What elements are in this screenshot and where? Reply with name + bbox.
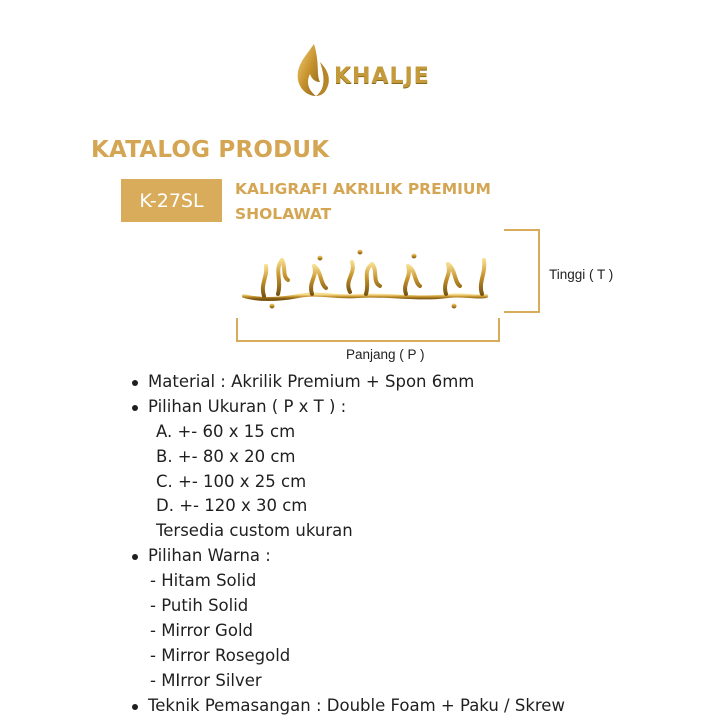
size-option: C. +- 100 x 25 cm (156, 471, 307, 491)
calligraphy-image (238, 236, 490, 312)
flame-emblem-icon (290, 40, 338, 100)
length-bracket (236, 318, 500, 342)
color-option: - Mirror Rosegold (150, 645, 291, 665)
size-option: A. +- 60 x 15 cm (156, 421, 296, 441)
product-name-line-2: SHOLAWAT (235, 205, 332, 223)
size-option: D. +- 120 x 30 cm (156, 496, 308, 516)
size-option: B. +- 80 x 20 cm (156, 446, 296, 466)
spec-material: Material : Akrilik Premium + Spon 6mm (130, 370, 690, 395)
color-option: - MIrror Silver (150, 670, 262, 690)
product-name (235, 177, 555, 227)
specification-list (130, 370, 690, 718)
brand-name: KHALJE (334, 64, 430, 89)
height-bracket (504, 229, 540, 313)
color-option: - Mirror Gold (150, 620, 253, 640)
product-name-line-1: KALIGRAFI AKRILIK PREMIUM (235, 180, 491, 198)
length-label: Panjang ( P ) (346, 347, 425, 362)
color-option: - Hitam Solid (150, 571, 257, 591)
color-option: - Putih Solid (150, 596, 249, 616)
product-code-badge: K-27SL (121, 179, 222, 222)
size-custom-note: Tersedia custom ukuran (156, 521, 353, 541)
spec-size-heading: Pilihan Ukuran ( P x T ) : (130, 395, 690, 420)
brand-logo (290, 40, 440, 100)
catalog-title: KATALOG PRODUK (91, 137, 330, 163)
spec-color-heading: Pilihan Warna : (130, 544, 690, 569)
spec-installation: Teknik Pemasangan : Double Foam + Paku / Skrew (130, 694, 690, 719)
height-label: Tinggi ( T ) (549, 267, 614, 282)
